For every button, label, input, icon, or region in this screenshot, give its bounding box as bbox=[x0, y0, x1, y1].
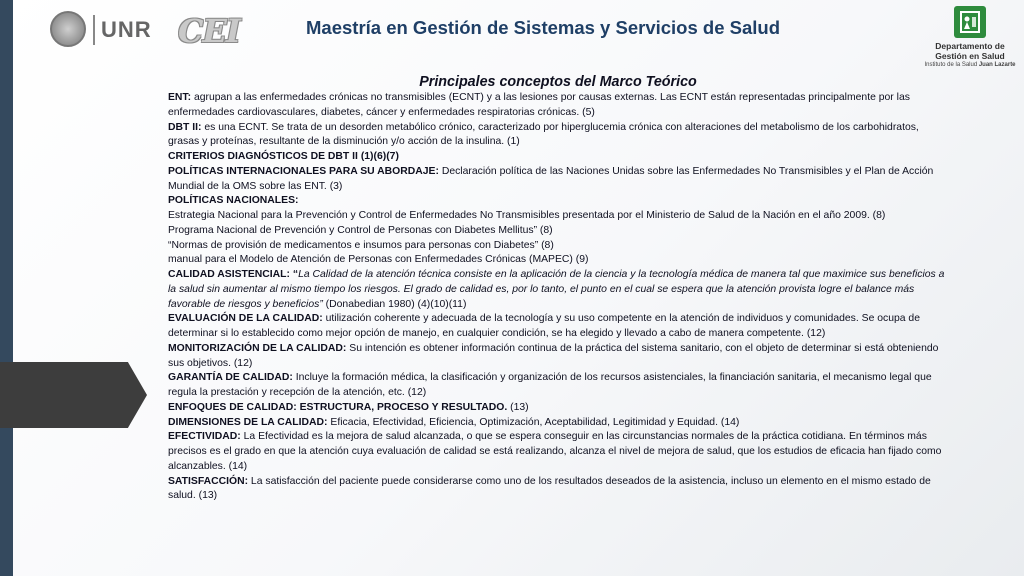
paragraph-monitorizacion bbox=[168, 342, 948, 372]
label-garantia: GARANTÍA DE CALIDAD: bbox=[168, 372, 293, 384]
slide-content bbox=[168, 74, 948, 504]
text-garantia: Incluye la formación médica, la clasificación y organización de los recursos asistenciales, la financiación sanitaria, el mecanismo legal que regula la prestación y recepción de la atención, etc. (12) bbox=[168, 372, 932, 398]
label-evaluacion: EVALUACIÓN DE LA CALIDAD: bbox=[168, 313, 323, 325]
department-name-line1: Departamento de bbox=[935, 41, 1005, 51]
label-dbt: DBT II: bbox=[168, 121, 202, 133]
cei-logo: CEI bbox=[178, 12, 240, 50]
arrow-tab-decoration bbox=[0, 362, 147, 428]
quote-calidad-asistencial: La Calidad de la atención técnica consiste en la aplicación de la ciencia y la tecnología médica de manera tal que maximice sus beneficios a la salud sin aumentar al mismo tiempo los riesgos. El grado de calidad es, por lo tanto, el punto en el cual se espera que la atención provista logre el balance más favorable de riesgos y beneficios” bbox=[168, 269, 945, 310]
institute-prefix: Instituto de la Salud bbox=[924, 62, 979, 68]
list-item: Programa Nacional de Prevención y Control de Personas con Diabetes Mellitus” (8) bbox=[168, 224, 553, 236]
text-ent: agrupan a las enfermedades crónicas no transmisibles (ECNT) y a las lesiones por causas externas. Las ECNT están representadas principalmente por las enfermedades cardiovasculares, diabetes, cáncer y enfermedades respiratorias crónicas. (5) bbox=[168, 92, 910, 118]
university-seal-icon bbox=[50, 11, 86, 47]
list-item: “Normas de provisión de medicamentos e insumos para personas con Diabetes” (8) bbox=[168, 239, 554, 251]
label-ent: ENT: bbox=[168, 92, 192, 103]
label-dimensiones: DIMENSIONES DE LA CALIDAD: bbox=[168, 416, 328, 428]
logo-separator bbox=[93, 15, 95, 45]
label-criterios: CRITERIOS DIAGNÓSTICOS DE DBT II (1)(6)(7) bbox=[168, 151, 399, 162]
label-efectividad: EFECTIVIDAD: bbox=[168, 431, 241, 443]
institute-proper-name: Juan Lazarte bbox=[978, 62, 1016, 68]
text-politicas-internacionales: Declaración política de las Naciones Unidas sobre las Enfermedades No Transmisibles y el Plan de Acción Mundial de la OMS sobre las ENT. (3) bbox=[168, 165, 934, 192]
paragraph-garantia bbox=[168, 371, 948, 401]
paragraph-enfoques bbox=[168, 401, 948, 416]
slide-body bbox=[168, 91, 948, 504]
citation-calidad-asistencial: (Donabedian 1980) (4)(10)(11) bbox=[322, 298, 467, 310]
department-name bbox=[920, 41, 1020, 61]
label-monitorizacion: MONITORIZACIÓN DE LA CALIDAD: bbox=[168, 342, 347, 354]
label-enfoques: ENFOQUES DE CALIDAD: ESTRUCTURA, PROCESO Y RESULTADO. bbox=[168, 401, 508, 413]
slide-header bbox=[0, 0, 1024, 70]
list-item: manual para el Modelo de Atención de Personas con Enfermedades Crónicas (MAPEC) (9) bbox=[168, 254, 589, 266]
department-name-line2: Gestión en Salud bbox=[935, 51, 1005, 61]
paragraph-politicas-internacionales bbox=[168, 165, 948, 195]
label-politicas-nacionales: POLÍTICAS NACIONALES: bbox=[168, 195, 299, 207]
unr-logo-text: UNR bbox=[101, 17, 152, 42]
left-accent-bar bbox=[0, 0, 13, 576]
page-title: Maestría en Gestión de Sistemas y Servicios de Salud bbox=[306, 17, 780, 38]
paragraph-criterios bbox=[168, 150, 948, 165]
department-logo bbox=[920, 6, 1020, 68]
paragraph-dbt bbox=[168, 121, 948, 151]
health-department-icon bbox=[954, 6, 986, 38]
paragraph-efectividad bbox=[168, 430, 948, 474]
label-calidad-asistencial: CALIDAD ASISTENCIAL: “ bbox=[168, 269, 299, 280]
paragraph-calidad-asistencial bbox=[168, 268, 948, 312]
list-item: Estrategia Nacional para la Prevención y Control de Enfermedades No Transmisibles presentada por el Ministerio de Salud de la Nación en el año 2009. (8) bbox=[168, 210, 886, 221]
text-monitorizacion: Su intención es obtener información continua de la práctica del sistema sanitario, con el objeto de determinar si está obteniendo sus objetivos. (12) bbox=[168, 342, 939, 369]
paragraph-satisfaccion bbox=[168, 475, 948, 505]
text-dbt: es una ECNT. Se trata de un desorden metabólico crónico, caracterizado por hiperglucemia crónica con alteraciones del metabolismo de los carbohidratos, grasas y proteínas, resultante de la disminución y/o acción de la insulina. (1) bbox=[168, 121, 919, 148]
label-politicas-internacionales: POLÍTICAS INTERNACIONALES PARA SU ABORDAJE: bbox=[168, 165, 439, 177]
text-dimensiones: Eficacia, Efectividad, Eficiencia, Optimización, Aceptabilidad, Legitimidad y Equidad. (14) bbox=[327, 416, 740, 428]
unr-logo bbox=[93, 13, 152, 47]
text-enfoques: (13) bbox=[507, 401, 529, 413]
paragraph-politicas-nacionales bbox=[168, 194, 948, 209]
text-efectividad: La Efectividad es la mejora de salud alcanzada, o que se espera conseguir en las circunstancias normales de la práctica cotidiana. En términos más precisos es el grado en que la atención cuya evaluación de calidad se está realizando, alcanza el nivel de mejora de salud, que los estudios de eficacia han fijado como alcanzables. (14) bbox=[168, 431, 942, 472]
paragraph-evaluacion bbox=[168, 312, 948, 342]
paragraph-ent bbox=[168, 91, 948, 121]
paragraph-dimensiones bbox=[168, 416, 948, 431]
text-evaluacion: utilización coherente y adecuada de la tecnología y su uso competente en la atención de individuos y comunidades. Se ocupa de determinar si lo establecido como mejor opción de manejo, en cualquier condición, se ha elegido y llevado a cabo de manera competente. (12) bbox=[168, 313, 920, 339]
label-satisfaccion: SATISFACCIÓN: bbox=[168, 475, 249, 487]
institute-name bbox=[920, 61, 1020, 69]
text-satisfaccion: La satisfacción del paciente puede considerarse como uno de los resultados deseados de la asistencia, incluso un elemento en el mismo estado de salud. (13) bbox=[168, 475, 931, 502]
slide-subtitle: Principales conceptos del Marco Teórico bbox=[419, 74, 697, 90]
